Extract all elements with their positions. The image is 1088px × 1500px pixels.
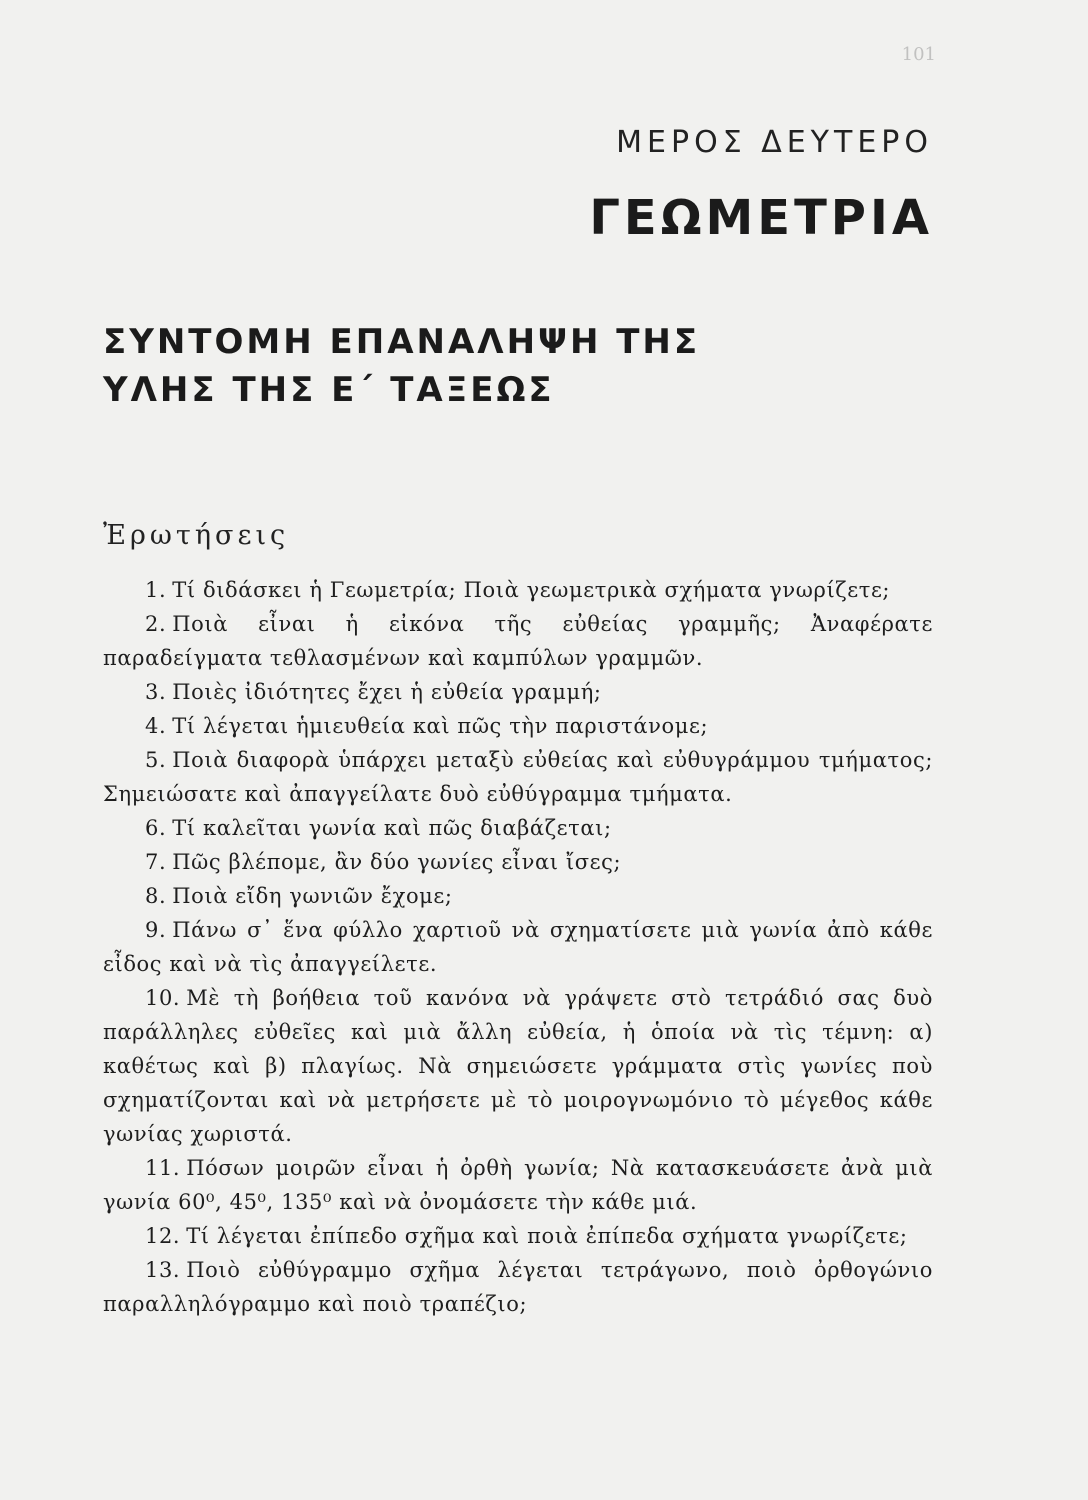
question-number: 11. bbox=[145, 1156, 181, 1180]
question-text: Τί καλεῖται γωνία καὶ πῶς διαβάζεται; bbox=[172, 816, 612, 840]
question-number: 2. bbox=[145, 612, 167, 636]
question-text: Τί διδάσκει ἡ Γεωμετρία; Ποιὰ γεωμετρικὰ σχήματα γνωρίζετε; bbox=[172, 578, 891, 602]
question-item bbox=[103, 845, 933, 879]
question-item bbox=[103, 709, 933, 743]
question-item bbox=[103, 743, 933, 811]
section-title bbox=[103, 318, 700, 414]
questions-heading: Ἐρωτήσεις bbox=[103, 520, 290, 551]
question-item bbox=[103, 913, 933, 981]
question-number: 1. bbox=[145, 578, 167, 602]
question-text: Ποιὰ διαφορὰ ὑπάρχει μεταξὺ εὐθείας καὶ εὐθυγράμμου τμήματος; Σημειώσατε καὶ ἀπαγγείλατε δυὸ εὐθύγραμμα τμήματα. bbox=[103, 748, 933, 806]
question-item bbox=[103, 981, 933, 1151]
question-number: 10. bbox=[145, 986, 181, 1010]
question-number: 4. bbox=[145, 714, 167, 738]
question-number: 6. bbox=[145, 816, 167, 840]
question-number: 5. bbox=[145, 748, 167, 772]
question-item bbox=[103, 1219, 933, 1253]
page-number: 101 bbox=[901, 44, 936, 65]
question-item bbox=[103, 811, 933, 845]
question-text: Ποιὰ εἴδη γωνιῶν ἔχομε; bbox=[172, 884, 453, 908]
subject-title: ΓΕΩΜΕΤΡΙΑ bbox=[589, 190, 933, 246]
question-text: Πάνω σ᾽ ἕνα φύλλο χαρτιοῦ νὰ σχηματίσετε μιὰ γωνία ἀπὸ κάθε εἶδος καὶ νὰ τὶς ἀπαγγείλετε. bbox=[103, 918, 933, 976]
question-item bbox=[103, 607, 933, 675]
question-text: Ποιὰ εἶναι ἡ εἰκόνα τῆς εὐθείας γραμμῆς; Ἀναφέρατε παραδείγματα τεθλασμένων καὶ καμπύλων γραμμῶν. bbox=[103, 612, 933, 670]
question-item bbox=[103, 879, 933, 913]
question-text: Ποιὲς ἰδιότητες ἔχει ἡ εὐθεία γραμμή; bbox=[172, 680, 602, 704]
question-text: Πῶς βλέπομε, ἂν δύο γωνίες εἶναι ἴσες; bbox=[172, 850, 622, 874]
question-item bbox=[103, 1151, 933, 1219]
question-text: Τί λέγεται ἐπίπεδο σχῆμα καὶ ποιὰ ἐπίπεδα σχήματα γνωρίζετε; bbox=[186, 1224, 908, 1248]
section-title-line-2: ΥΛΗΣ ΤΗΣ Ε΄ ΤΑΞΕΩΣ bbox=[103, 370, 555, 410]
question-number: 7. bbox=[145, 850, 167, 874]
questions-list bbox=[103, 573, 933, 1321]
section-title-line-1: ΣΥΝΤΟΜΗ ΕΠΑΝΑΛΗΨΗ ΤΗΣ bbox=[103, 322, 701, 362]
question-number: 8. bbox=[145, 884, 167, 908]
question-text: Τί λέγεται ἡμιευθεία καὶ πῶς τὴν παριστάνομε; bbox=[172, 714, 709, 738]
question-item bbox=[103, 1253, 933, 1321]
question-text: Μὲ τὴ βοήθεια τοῦ κανόνα νὰ γράψετε στὸ τετράδιό σας δυὸ παράλληλες εὐθεῖες καὶ μιὰ ἄλλη εὐθεία, ἡ ὁποία νὰ τὶς τέμνη: α) καθέτως καὶ β) πλαγίως. Νὰ σημειώσετε γράμματα στὶς γωνίες ποὺ σχηματίζονται καὶ νὰ μετρήσετε μὲ τὸ μοιρογνωμόνιο τὸ μέγεθος κάθε γωνίας χωριστά. bbox=[103, 986, 933, 1146]
question-item bbox=[103, 675, 933, 709]
question-number: 12. bbox=[145, 1224, 181, 1248]
part-heading: ΜΕΡΟΣ ΔΕΥΤΕΡΟ bbox=[616, 125, 933, 160]
question-text: Ποιὸ εὐθύγραμμο σχῆμα λέγεται τετράγωνο, ποιὸ ὀρθογώνιο παραλληλόγραμμο καὶ ποιὸ τραπέζιο; bbox=[103, 1258, 933, 1316]
question-number: 3. bbox=[145, 680, 167, 704]
question-number: 13. bbox=[145, 1258, 181, 1282]
question-number: 9. bbox=[145, 918, 167, 942]
question-item bbox=[103, 573, 933, 607]
question-text: Πόσων μοιρῶν εἶναι ἡ ὀρθὴ γωνία; Νὰ κατασκευάσετε ἀνὰ μιὰ γωνία 60⁰, 45⁰, 135⁰ καὶ νὰ ὀνομάσετε τὴν κάθε μιά. bbox=[103, 1156, 933, 1214]
